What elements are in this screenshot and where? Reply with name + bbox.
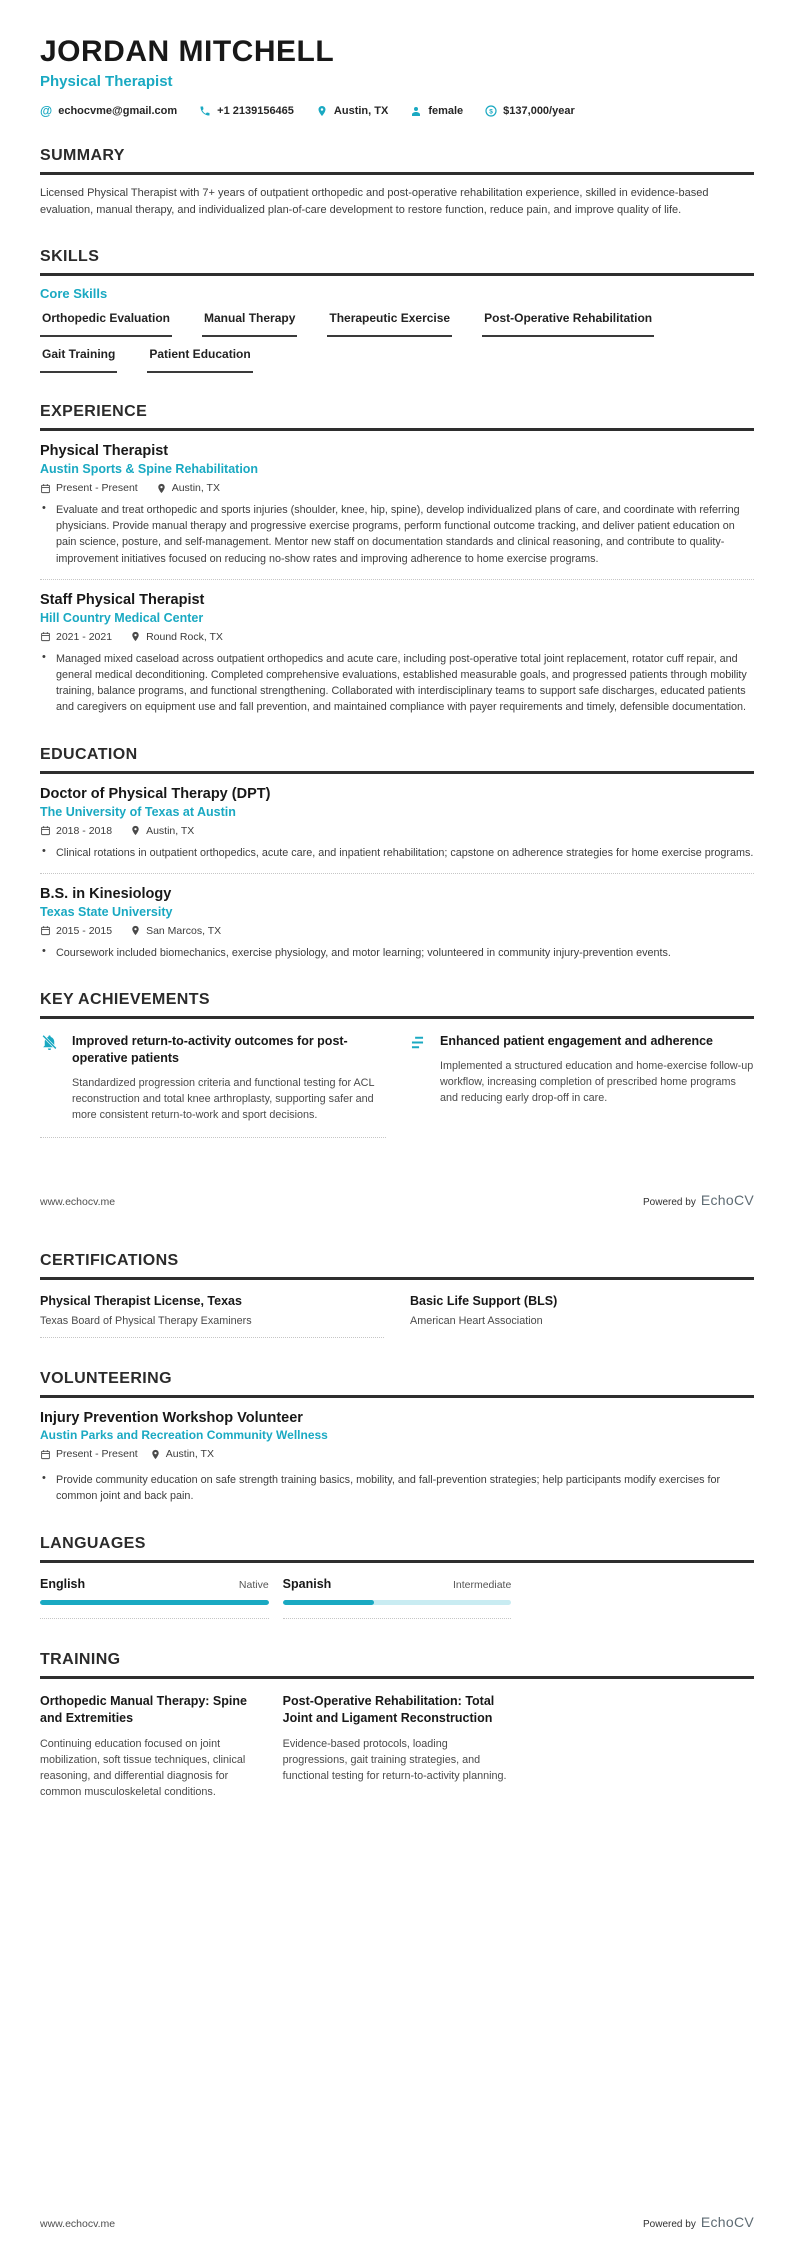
company-name: Austin Sports & Spine Rehabilitation xyxy=(40,462,259,476)
location-icon xyxy=(316,105,328,117)
education-heading: EDUCATION xyxy=(40,746,754,774)
training-title: Orthopedic Manual Therapy: Spine and Extremities xyxy=(40,1693,247,1726)
experience-bullet: • Evaluate and treat orthopedic and sports injuries (shoulder, knee, hip, spine), develop individualized plans of care, and coordinate with referring physicians. Provide manual therapy and progressive exercise programs, perform functional outcome tracking, and deliver patient education on pain science, posture, and self-management. Mentor new staff on documentation standards and clinical reasoning, and contribute to quality-improvement initiatives focused on reducing no-show rates and improving adherence to home exercise programs. xyxy=(40,502,754,567)
experience-section xyxy=(40,403,754,716)
entry-meta xyxy=(40,482,754,494)
skill-chip: Patient Education xyxy=(147,347,252,373)
phone-icon xyxy=(199,105,211,117)
svg-text:$: $ xyxy=(489,108,493,115)
bell-slash-icon xyxy=(40,1033,60,1123)
location-pin-icon xyxy=(130,925,141,936)
list-lines-icon xyxy=(408,1033,428,1106)
language-divider xyxy=(283,1618,512,1619)
training-item xyxy=(40,1693,269,1801)
person-icon xyxy=(410,105,422,117)
achievement-text: Implemented a structured education and home-exercise follow-up workflow, increasing completion of prescribed home programs and reducing early drop-off in care. xyxy=(440,1059,754,1105)
achievement-item xyxy=(408,1033,754,1140)
education-bullet: • Coursework included biomechanics, exercise physiology, and motor learning; volunteered in community injury-prevention events. xyxy=(40,945,754,961)
language-divider xyxy=(40,1618,269,1619)
at-icon: @ xyxy=(40,103,53,118)
language-progress-bar xyxy=(283,1600,512,1605)
training-section xyxy=(40,1651,754,1801)
contact-phone-text: +1 2139156465 xyxy=(217,104,294,117)
degree-name: Doctor of Physical Therapy (DPT) xyxy=(40,785,271,802)
job-role: Staff Physical Therapist xyxy=(40,591,205,608)
language-item xyxy=(40,1577,269,1621)
language-item xyxy=(283,1577,512,1621)
entry-meta xyxy=(40,1448,754,1460)
dates: 2018 - 2018 xyxy=(40,825,112,837)
languages-heading: LANGUAGES xyxy=(40,1535,754,1563)
footer-url[interactable]: www.echocv.me xyxy=(40,2218,116,2230)
education-bullet: • Clinical rotations in outpatient orthopedics, acute care, and inpatient rehabilitation; capstone on adherence strategies for home exercise programs. xyxy=(40,845,754,861)
language-level: Intermediate xyxy=(452,1578,512,1591)
calendar-icon xyxy=(40,925,51,936)
calendar-icon xyxy=(40,631,51,642)
certifications-section xyxy=(40,1252,754,1340)
volunteer-role: Injury Prevention Workshop Volunteer xyxy=(40,1410,303,1427)
certification-item xyxy=(40,1294,384,1340)
location-pin-icon xyxy=(130,825,141,836)
contact-salary-text: $137,000/year xyxy=(503,104,575,117)
certification-divider xyxy=(40,1337,384,1338)
entry-meta xyxy=(40,631,754,643)
location: Austin, TX xyxy=(156,482,220,494)
language-name: English xyxy=(40,1576,86,1591)
experience-heading: EXPERIENCE xyxy=(40,403,754,431)
training-heading: TRAINING xyxy=(40,1651,754,1679)
language-level: Native xyxy=(238,1578,269,1591)
skills-section xyxy=(40,248,754,373)
skill-chip: Post-Operative Rehabilitation xyxy=(482,311,654,337)
summary-heading: SUMMARY xyxy=(40,147,754,175)
bullet-icon: • xyxy=(42,1472,46,1485)
contact-salary xyxy=(485,105,575,117)
achievement-title: Enhanced patient engagement and adherence xyxy=(440,1033,713,1048)
candidate-job-title: Physical Therapist xyxy=(40,72,173,90)
resume-header xyxy=(40,36,754,117)
powered-by-label: Powered by xyxy=(643,2219,696,2230)
candidate-name: JORDAN MITCHELL xyxy=(40,35,335,68)
achievement-title: Improved return-to-activity outcomes for post-operative patients xyxy=(72,1033,348,1065)
training-title: Post-Operative Rehabilitation: Total Joint and Ligament Reconstruction xyxy=(282,1693,495,1726)
location-pin-icon xyxy=(150,1449,161,1460)
school-name: Texas State University xyxy=(40,904,173,919)
achievements-heading: KEY ACHIEVEMENTS xyxy=(40,991,754,1019)
dates: Present - Present xyxy=(40,1448,138,1460)
experience-entry xyxy=(40,443,754,580)
language-progress-bar xyxy=(40,1600,269,1605)
training-item xyxy=(283,1693,512,1801)
education-section xyxy=(40,746,754,961)
skill-chip: Gait Training xyxy=(40,347,117,373)
summary-section xyxy=(40,147,754,218)
achievement-item xyxy=(40,1033,386,1140)
certification-issuer: Texas Board of Physical Therapy Examiners xyxy=(40,1315,252,1328)
languages-section xyxy=(40,1535,754,1621)
volunteering-bullet: • Provide community education on safe strength training basics, mobility, and fall-prevention strategies; help participants modify exercises for common joint and back pain. xyxy=(40,1472,754,1504)
contact-email[interactable] xyxy=(40,105,177,118)
contact-location xyxy=(316,105,388,117)
contact-email-text: echocvme@gmail.com xyxy=(58,104,178,117)
degree-name: B.S. in Kinesiology xyxy=(40,885,172,902)
location-pin-icon xyxy=(130,631,141,642)
skill-chip: Orthopedic Evaluation xyxy=(40,311,172,337)
location: Austin, TX xyxy=(150,1448,214,1460)
summary-text: Licensed Physical Therapist with 7+ years of outpatient orthopedic and post-operative rehabilitation experience, skilled in evidence-based evaluation, manual therapy, and individualized plan-of-care development to restore function, reduce pain, and improve quality of life. xyxy=(40,187,709,216)
page-footer xyxy=(40,1192,754,1208)
contact-location-text: Austin, TX xyxy=(333,104,389,117)
achievement-divider xyxy=(40,1137,386,1138)
achievements-section xyxy=(40,991,754,1140)
location: Austin, TX xyxy=(130,825,194,837)
contact-row xyxy=(40,105,754,118)
volunteering-entry xyxy=(40,1410,754,1504)
contact-gender-text: female xyxy=(428,104,464,117)
dates: 2021 - 2021 xyxy=(40,631,112,643)
footer-url[interactable]: www.echocv.me xyxy=(40,1196,116,1209)
bullet-icon: • xyxy=(42,944,46,957)
bullet-icon: • xyxy=(42,650,46,663)
brand-logo: EchoCV xyxy=(700,1192,754,1209)
skills-heading: SKILLS xyxy=(40,248,754,276)
job-role: Physical Therapist xyxy=(40,443,169,459)
education-entry xyxy=(40,786,754,874)
volunteering-section xyxy=(40,1370,754,1504)
contact-gender xyxy=(410,105,463,117)
powered-by-label: Powered by xyxy=(643,1197,696,1209)
experience-entry xyxy=(40,592,754,716)
training-text: Evidence-based protocols, loading progressions, gait training strategies, and functional testing for return-to-activity planning. xyxy=(282,1737,507,1782)
skill-chip: Manual Therapy xyxy=(202,311,297,337)
skill-chip: Therapeutic Exercise xyxy=(327,311,452,337)
entry-divider xyxy=(40,873,754,874)
brand-logo: EchoCV xyxy=(700,2214,754,2230)
education-entry xyxy=(40,886,754,961)
page-footer xyxy=(40,2214,754,2230)
certification-name: Physical Therapist License, Texas xyxy=(40,1294,242,1309)
dates: Present - Present xyxy=(40,482,138,494)
dates: 2015 - 2015 xyxy=(40,925,112,937)
salary-icon xyxy=(485,105,497,117)
experience-bullet: • Managed mixed caseload across outpatient orthopedics and acute care, including post-operative total joint replacement, rotator cuff repair, and general medical deconditioning. Completed comprehensive evaluations, established measurable goals, and progressed patients through mobility training, balance programs, and functional strengthening. Collaborated with interdisciplinary teams to support safe discharges, educated patients and caregivers on equipment use and fall prevention, and maintained compliance with payer requirements and timely, defensible documentation. xyxy=(40,651,754,716)
certification-item xyxy=(410,1294,754,1340)
entry-meta xyxy=(40,825,754,837)
location: Round Rock, TX xyxy=(130,631,223,643)
certifications-heading: CERTIFICATIONS xyxy=(40,1252,754,1280)
language-progress-fill xyxy=(40,1600,269,1605)
skills-group-title: Core Skills xyxy=(40,286,108,301)
language-progress-fill xyxy=(283,1600,374,1605)
skill-list xyxy=(40,311,754,373)
company-name: Hill Country Medical Center xyxy=(40,610,204,625)
certification-name: Basic Life Support (BLS) xyxy=(410,1294,558,1309)
bullet-icon: • xyxy=(42,502,46,514)
entry-meta xyxy=(40,925,754,937)
footer-branding xyxy=(643,1192,754,1208)
entry-divider xyxy=(40,579,754,580)
bullet-icon: • xyxy=(42,844,46,857)
contact-phone[interactable] xyxy=(199,105,294,117)
calendar-icon xyxy=(40,1449,51,1460)
achievement-text: Standardized progression criteria and functional testing for ACL reconstruction and total knee arthroplasty, supporting safer and more consistent return-to-work and sport decisions. xyxy=(72,1076,375,1121)
certification-issuer: American Heart Association xyxy=(410,1315,543,1328)
volunteering-heading: VOLUNTEERING xyxy=(40,1370,754,1398)
location: San Marcos, TX xyxy=(130,925,221,937)
location-pin-icon xyxy=(156,483,167,494)
calendar-icon xyxy=(40,825,51,836)
footer-branding xyxy=(643,2214,754,2230)
school-name: The University of Texas at Austin xyxy=(40,804,236,819)
training-text: Continuing education focused on joint mobilization, soft tissue techniques, clinical reasoning, and differential diagnosis for common musculoskeletal conditions. xyxy=(40,1737,246,1799)
calendar-icon xyxy=(40,483,51,494)
language-name: Spanish xyxy=(282,1576,332,1591)
volunteer-organization: Austin Parks and Recreation Community Wellness xyxy=(40,1428,328,1443)
